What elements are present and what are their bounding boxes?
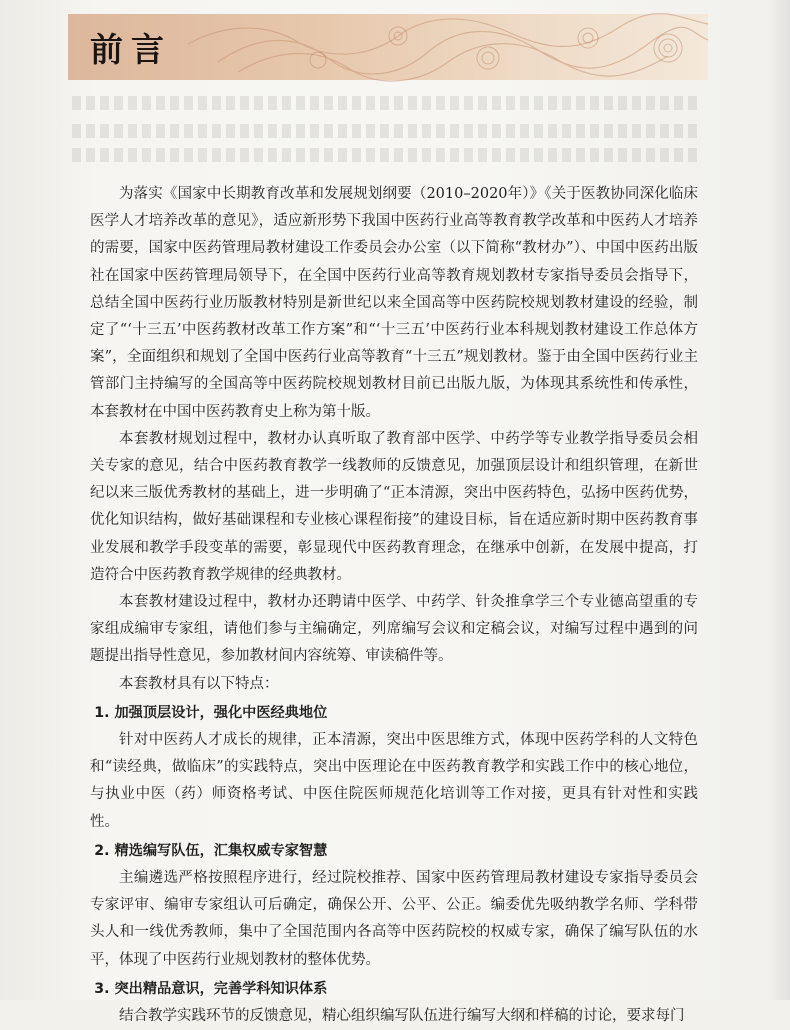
bleed-through-shadow [72, 148, 702, 162]
paragraph: 本套教材规划过程中，教材办认真听取了教育部中医学、中药学等专业教学指导委员会相关专家的意见，结合中医药教育教学一线教师的反馈意见，加强顶层设计和组织管理，在新世纪以来三版优秀教材的基础上，进一步明确了“正本清源，突出中医药特色，弘扬中医药优势，优化知识结构，做好基础课程和专业核心课程衔接”的建设目标，旨在适应新时期中医药教育事业发展和教学手段变革的需要，彰显现代中医药教育理念，在继承中创新，在发展中提高，打造符合中医药教育教学规律的经典教材。 [90, 430, 698, 583]
paragraph: 结合教学实践环节的反馈意见，精心组织编写队伍进行编写大纲和样稿的讨论，要求每门 [119, 1008, 685, 1025]
paragraph: 为落实《国家中长期教育改革和发展规划纲要（2010–2020年）》《关于医教协同深化临床医学人才培养改革的意见》，适应新形势下我国中医药行业高等教育教学改革和中医药人才培养的需要，国家中医药管理局教材建设工作委员会办公室（以下简称“教材办”）、中国中医药出版社在国家中医药管理局领导下，在全国中医药行业高等教育规划教材专家指导委员会指导下，总结全国中医药行业历版教材特别是新世纪以来全国高等中医药院校规划教材建设的经验，制定了“‘十三五’中医药教材改革工作方案”和“‘十三五’中医药行业本科规划教材建设工作总体方案”，全面组织和规划了全国中医药行业高等教育“十三五”规划教材。鉴于由全国中医药行业主管部门主持编写的全国高等中医药院校规划教材目前已出版九版，为体现其系统性和传承性，本套教材在中国中医药教育史上称为第十版。 [90, 186, 698, 420]
body-text [90, 181, 698, 1030]
bleed-through-shadow [72, 124, 702, 138]
section-heading: 3. 突出精品意识，完善学科知识体系 [94, 980, 328, 997]
section-heading: 2. 精选编写队伍，汇集权威专家智慧 [94, 842, 328, 859]
bleed-through-shadow [72, 96, 702, 110]
paragraph: 主编遴选严格按照程序进行，经过院校推荐、国家中医药管理局教材建设专家指导委员会专家评审、编审专家组认可后确定，确保公开、公平、公正。编委优先吸纳教学名师、学科带头人和一线优秀教师，集中了全国范围内各高等中医药院校的权威专家，确保了编写队伍的水平，体现了中医药行业规划教材的整体优势。 [90, 870, 698, 968]
page-title: 前言 [90, 30, 172, 69]
section-heading: 1. 加强顶层设计，强化中医经典地位 [94, 704, 328, 721]
chapter-header-band [68, 14, 708, 80]
paragraph: 针对中医药人才成长的规律，正本清源，突出中医思维方式，体现中医药学科的人文特色和“读经典，做临床”的实践特点，突出中医理论在中医药教育教学和实践工作中的核心地位，与执业中医（药）师资格考试、中医住院医师规范化培训等工作对接，更具有针对性和实践性。 [90, 732, 698, 830]
page-edge-shadow [768, 0, 790, 1000]
paragraph: 本套教材建设过程中，教材办还聘请中医学、中药学、针灸推拿学三个专业德高望重的专家组成编审专家组，请他们参与主编确定，列席编写会议和定稿会议，对编写过程中遇到的问题提出指导性意见，参加教材间内容统筹、审读稿件等。 [90, 594, 698, 665]
paragraph: 本套教材具有以下特点： [119, 675, 279, 692]
